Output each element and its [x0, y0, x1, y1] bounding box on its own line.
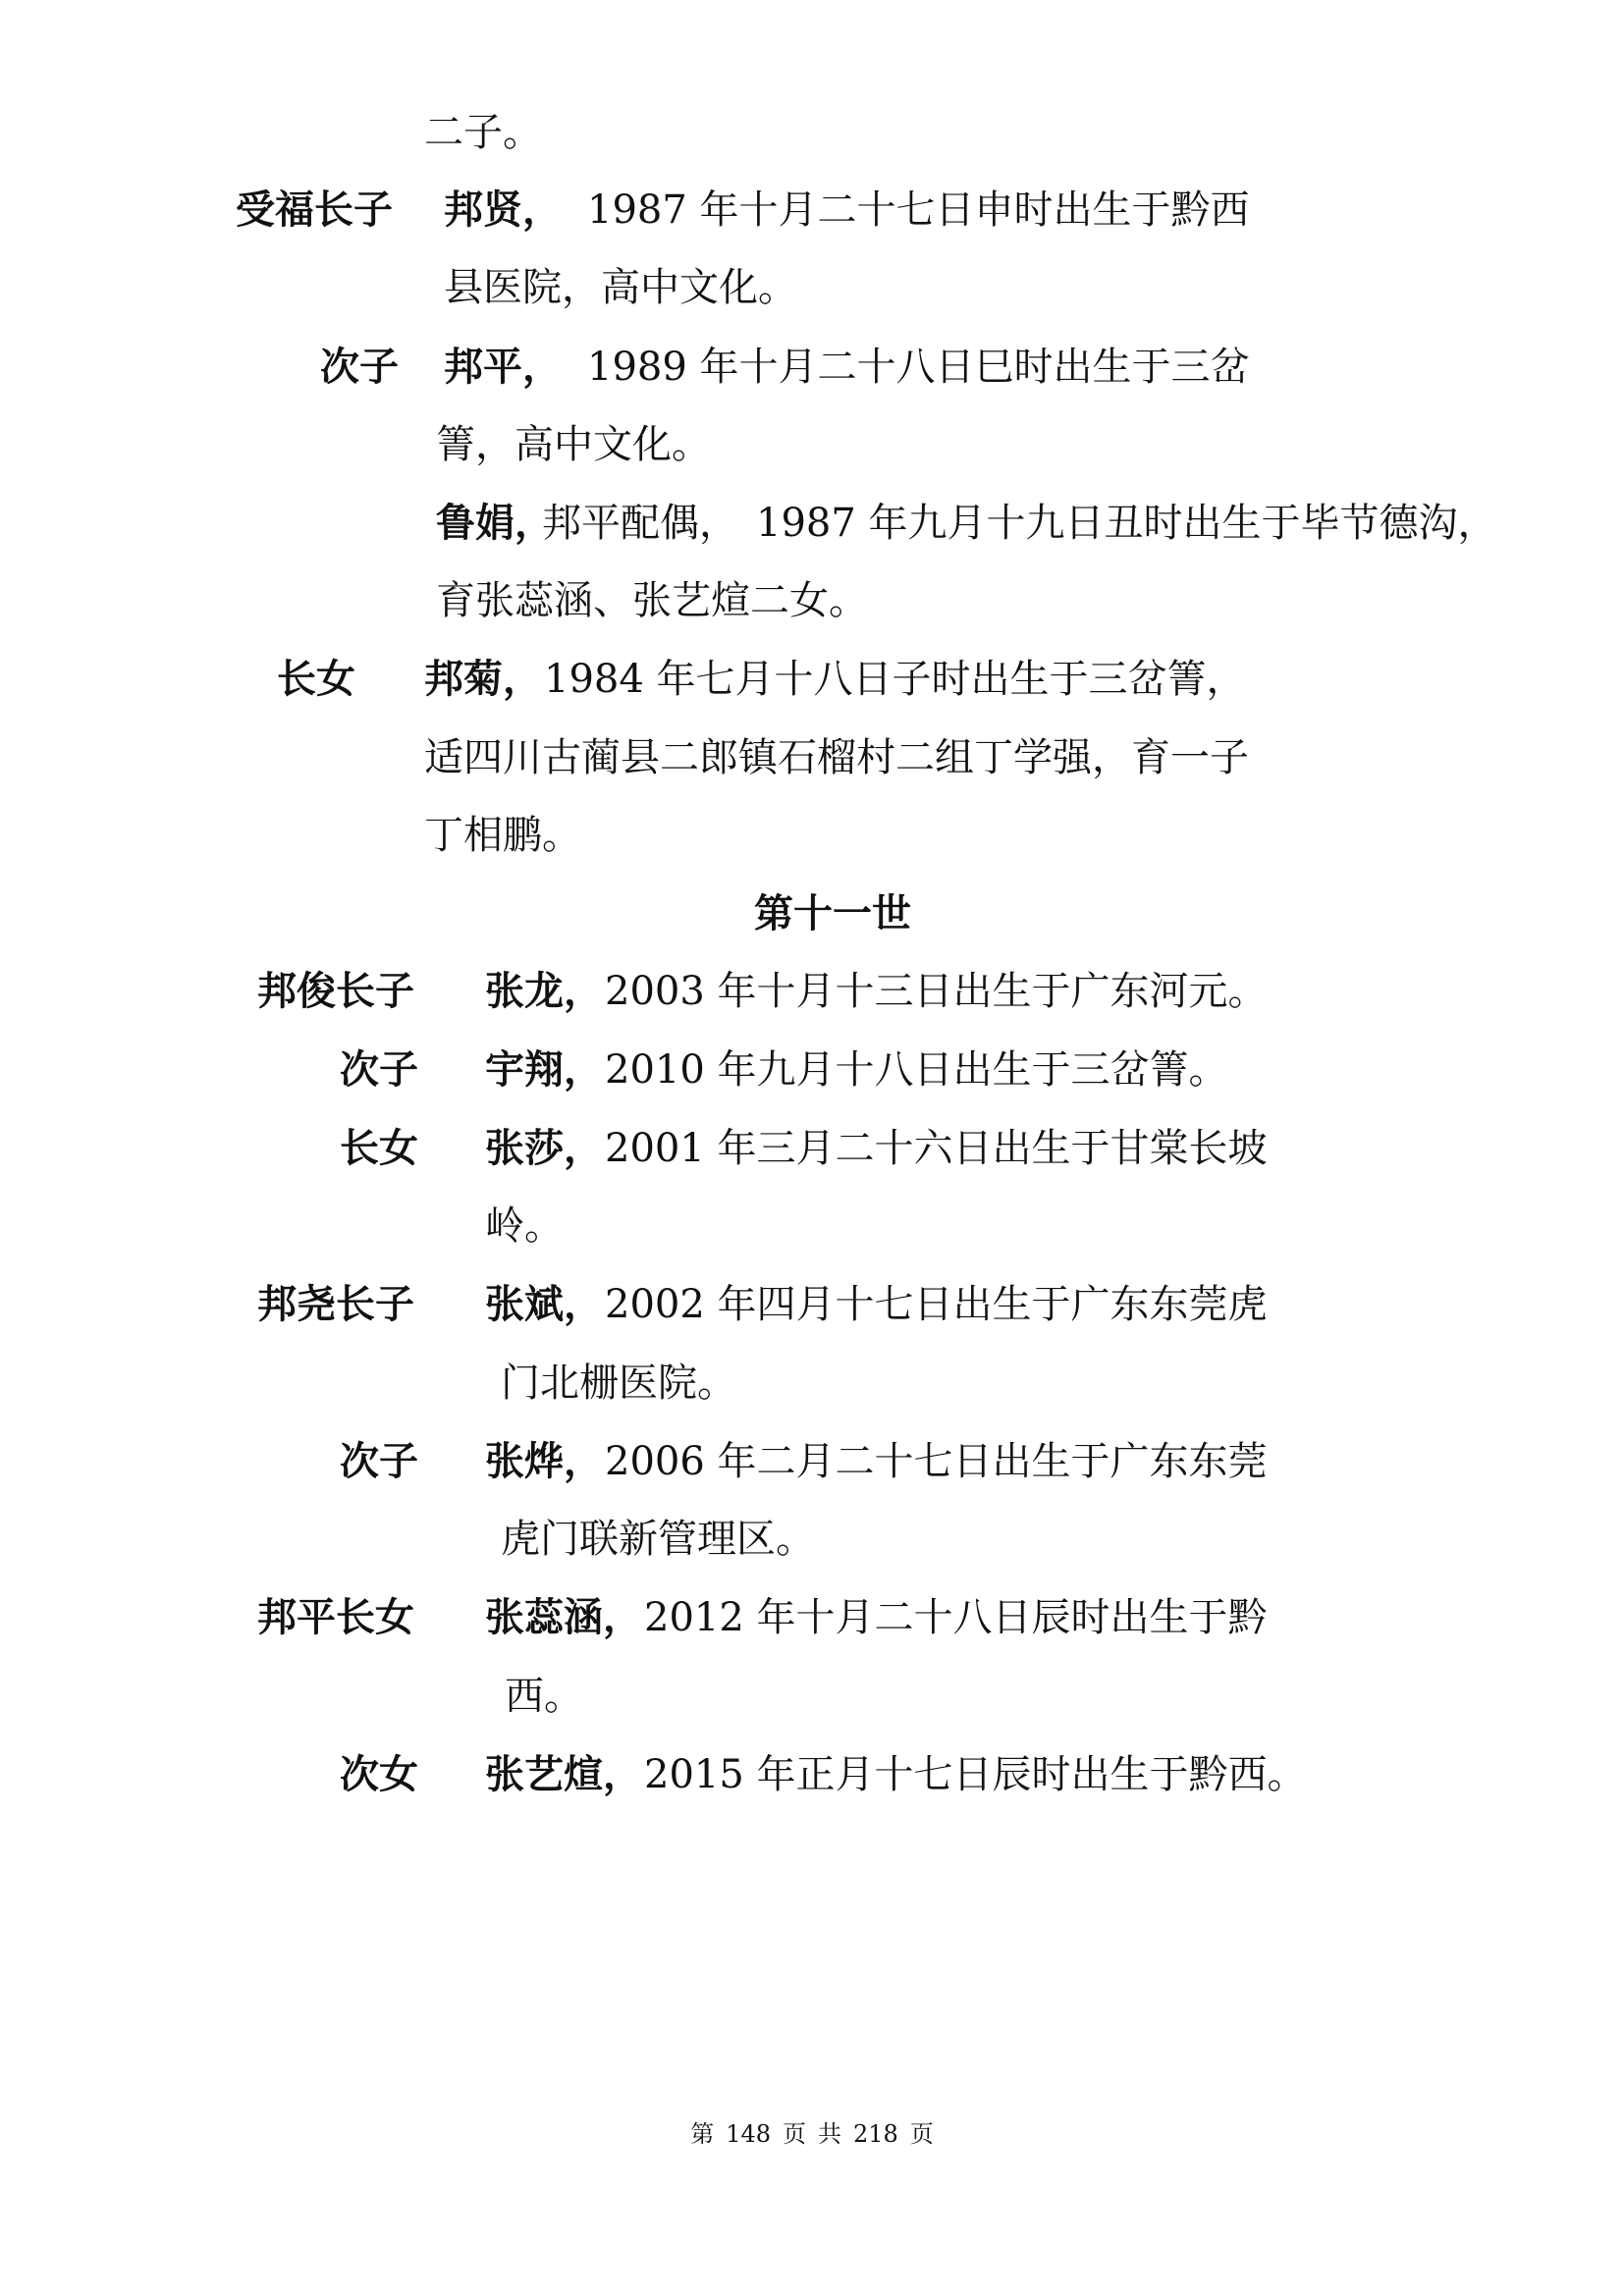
entry-text-cont: 适四川古蔺县二郎镇石榴村二组丁学强，育一子	[424, 735, 1249, 780]
entry-text-cont: 岭。	[485, 1203, 564, 1249]
entry-text: 2001 年三月二十六日出生于甘棠长坡	[605, 1126, 1268, 1171]
person-name: 张艺煊，	[485, 1751, 642, 1797]
total-pages: 218	[853, 2120, 898, 2148]
entry-text: 2003 年十月十三日出生于广东河元。	[605, 969, 1268, 1014]
generation-heading: 第十一世	[754, 890, 911, 936]
person-name: 张斌，	[485, 1281, 603, 1327]
person-name: 张龙，	[485, 968, 603, 1014]
text-line: 二子。	[424, 110, 542, 155]
relation-label: 长女	[340, 1125, 418, 1171]
entry-text: 1987 年九月十九日丑时出生于毕节德沟，	[756, 501, 1497, 546]
relation-label: 次女	[340, 1751, 418, 1797]
person-name: 邦平，	[444, 344, 562, 390]
relation-label: 次子	[320, 344, 399, 390]
entry-text-cont: 箐，高中文化。	[436, 422, 711, 467]
entry-text: 1987 年十月二十七日申时出生于黔西	[587, 187, 1250, 233]
person-name: 邦贤，	[444, 187, 562, 233]
relation-label: 次子	[340, 1046, 418, 1093]
person-name: 张烨，	[485, 1438, 603, 1484]
entry-text-cont: 西。	[505, 1674, 583, 1719]
person-name: 宇翔，	[485, 1046, 603, 1093]
footer-text: 共	[818, 2120, 841, 2148]
entry-text-cont: 虎门联新管理区。	[501, 1517, 815, 1562]
footer-text: 页	[909, 2120, 934, 2148]
entry-text-cont: 丁相鹏。	[424, 813, 581, 858]
person-name: 鲁娟，	[436, 500, 554, 546]
person-name: 张莎，	[485, 1125, 603, 1171]
footer-text: 第	[690, 2120, 715, 2148]
relation-label: 邦俊长子	[257, 968, 414, 1014]
entry-text: 2015 年正月十七日辰时出生于黔西。	[644, 1752, 1307, 1797]
entry-text-cont: 门北栅医院。	[501, 1361, 736, 1406]
footer-text: 页	[783, 2120, 806, 2148]
page-footer	[0, 2118, 1624, 2150]
page-number: 148	[726, 2120, 771, 2148]
entry-text: 1989 年十月二十八日巳时出生于三岔	[587, 345, 1250, 390]
entry-text: 2006 年二月二十七日出生于广东东莞	[605, 1439, 1268, 1484]
person-name: 张蕊涵，	[485, 1594, 642, 1640]
relation-label: 邦尧长子	[257, 1281, 414, 1327]
entry-text: 2010 年九月十八日出生于三岔箐。	[605, 1047, 1228, 1093]
entry-text-cont: 育张蕊涵、张艺煊二女。	[436, 578, 868, 623]
entry-text: 2012 年十月二十八日辰时出生于黔	[644, 1595, 1268, 1640]
relation-label: 受福长子	[236, 187, 393, 233]
entry-text-cont: 县医院，高中文化。	[444, 265, 797, 310]
person-name: 邦菊，	[424, 656, 542, 702]
entry-text: 邦平配偶，	[542, 501, 738, 546]
entry-text: 2002 年四月十七日出生于广东东莞虎	[605, 1282, 1268, 1327]
relation-label: 长女	[277, 656, 355, 702]
relation-label: 邦平长女	[257, 1594, 414, 1640]
entry-text: 1984 年七月十八日子时出生于三岔箐，	[544, 657, 1246, 702]
relation-label: 次子	[340, 1438, 418, 1484]
